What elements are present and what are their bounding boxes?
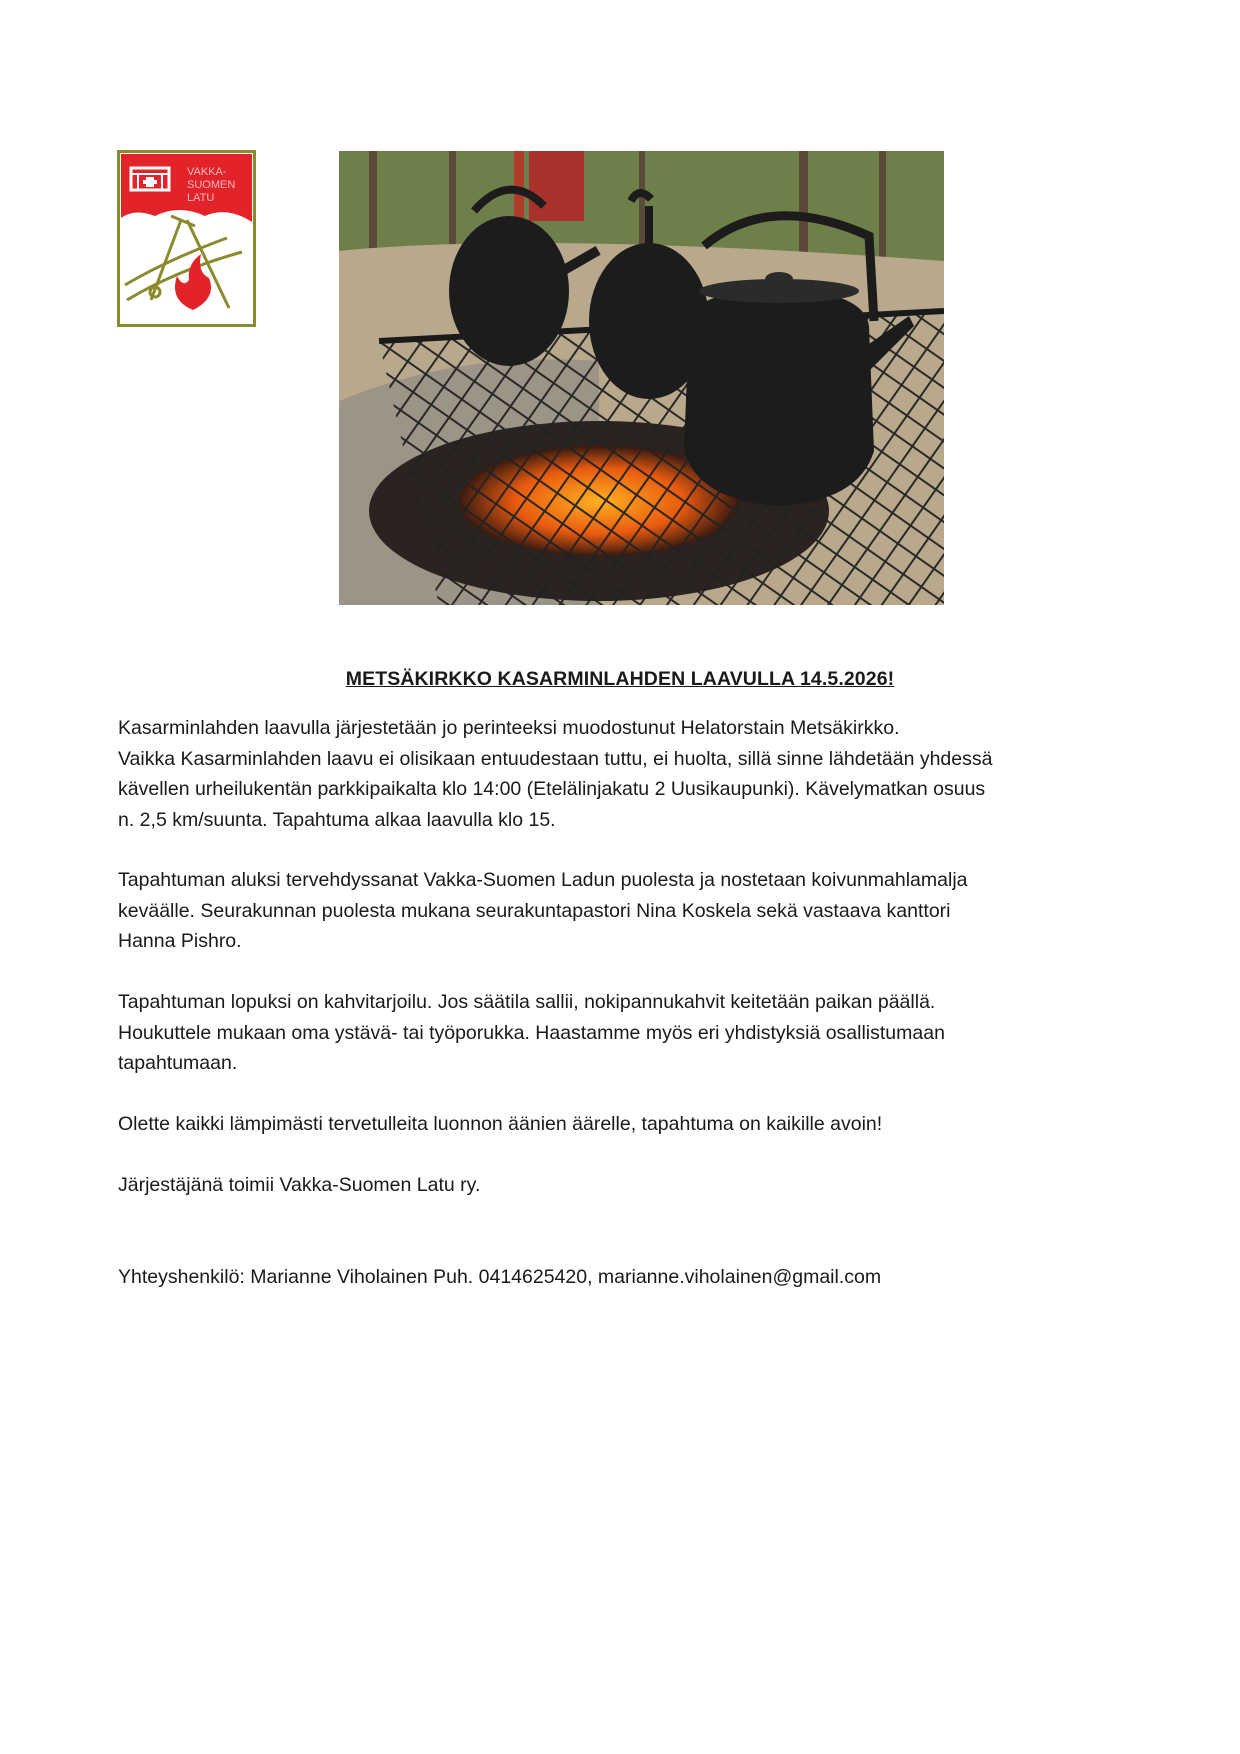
paragraph-organizer xyxy=(118,1170,1138,1201)
paragraph-coffee xyxy=(118,987,1138,1079)
contact-info xyxy=(118,1262,1138,1293)
kettles-photo xyxy=(339,151,944,605)
logo-line-2: SUOMEN xyxy=(187,179,236,191)
paragraph-intro xyxy=(118,713,1138,835)
text-line: tapahtumaan. xyxy=(118,1052,238,1074)
text-line: Tapahtuman lopuksi on kahvitarjoilu. Jos säätila sallii, nokipannukahvit keitetään paikan päällä. xyxy=(118,991,936,1013)
text-line: Olette kaikki lämpimästi tervetulleita luonnon äänien äärelle, tapahtuma on kaikille avoin! xyxy=(118,1113,883,1135)
text-line: n. 2,5 km/suunta. Tapahtuma alkaa laavulla klo 15. xyxy=(118,808,556,831)
text-line: Houkuttele mukaan oma ystävä- tai työporukka. Haastamme myös eri yhdistyksiä osallistumaan xyxy=(118,1021,945,1044)
text-line: Tapahtuman aluksi tervehdyssanat Vakka-Suomen Ladun puolesta ja nostetaan koivunmahlamalja xyxy=(118,869,968,891)
text-line: Kasarminlahden laavulla järjestetään jo perinteeksi muodostunut Helatorstain Metsäkirkko. xyxy=(118,717,900,739)
event-title: METSÄKIRKKO KASARMINLAHDEN LAAVULLA 14.5.2026! xyxy=(345,668,895,690)
text-line: Järjestäjänä toimii Vakka-Suomen Latu ry. xyxy=(118,1174,481,1196)
paragraph-program xyxy=(118,865,1138,957)
text-line: Vaikka Kasarminlahden laavu ei olisikaan entuudestaan tuttu, ei huolta, sillä sinne lähdetään yhdessä xyxy=(118,747,993,770)
text-line: keväälle. Seurakunnan puolesta mukana seurakuntapastori Nina Koskela sekä vastaava kanttori xyxy=(118,899,951,922)
logo-line-1: VAKKA- xyxy=(187,166,227,178)
text-line: Yhteyshenkilö: Marianne Viholainen Puh. 0414625420, marianne.viholainen@gmail.com xyxy=(118,1266,882,1288)
vakka-suomen-latu-logo xyxy=(117,150,256,327)
logo-line-3: LATU xyxy=(187,192,215,204)
paragraph-welcome xyxy=(118,1109,1138,1140)
text-line: kävellen urheilukentän parkkipaikalta klo 14:00 (Etelälinjakatu 2 Uusikaupunki). Kävelymatkan osuus xyxy=(118,778,986,800)
text-line: Hanna Pishro. xyxy=(118,930,242,952)
